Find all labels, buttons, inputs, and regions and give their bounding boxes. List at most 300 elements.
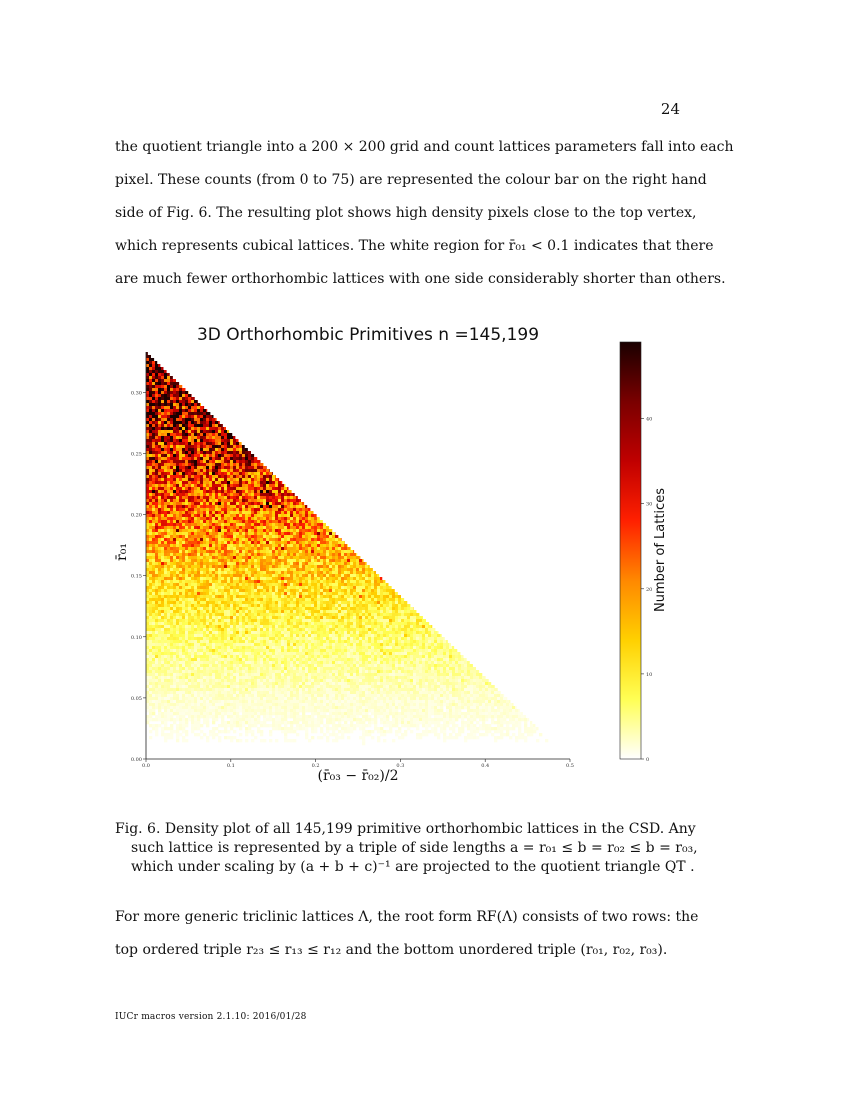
heatmap-cell <box>389 640 392 643</box>
heatmap-cell <box>248 535 251 538</box>
heatmap-cell <box>191 592 194 595</box>
heatmap-cell <box>266 589 269 592</box>
heatmap-cell <box>257 517 260 520</box>
heatmap-cell <box>185 520 188 523</box>
heatmap-cell <box>296 619 299 622</box>
heatmap-cell <box>191 433 194 436</box>
heatmap-cell <box>158 580 161 583</box>
heatmap-cell <box>332 613 335 616</box>
heatmap-cell <box>215 469 218 472</box>
heatmap-cell <box>158 499 161 502</box>
heatmap-cell <box>161 424 164 427</box>
heatmap-cell <box>149 415 152 418</box>
heatmap-cell <box>323 556 326 559</box>
heatmap-cell <box>275 586 278 589</box>
heatmap-cell <box>155 370 158 373</box>
heatmap-cell <box>170 640 173 643</box>
heatmap-cell <box>344 580 347 583</box>
heatmap-cell <box>203 604 206 607</box>
heatmap-cell <box>419 637 422 640</box>
heatmap-cell <box>185 442 188 445</box>
heatmap-cell <box>278 610 281 613</box>
heatmap-cell <box>227 481 230 484</box>
heatmap-cell <box>254 469 257 472</box>
heatmap-cell <box>287 529 290 532</box>
heatmap-cell <box>215 595 218 598</box>
heatmap-cell <box>305 610 308 613</box>
heatmap-cell <box>257 478 260 481</box>
heatmap-cell <box>263 619 266 622</box>
heatmap-cell <box>302 577 305 580</box>
heatmap-cell <box>329 556 332 559</box>
heatmap-cell <box>230 436 233 439</box>
heatmap-cell <box>320 568 323 571</box>
heatmap-cell <box>173 475 176 478</box>
heatmap-cell <box>317 541 320 544</box>
heatmap-cell <box>221 442 224 445</box>
heatmap-cell <box>152 583 155 586</box>
heatmap-cell <box>185 589 188 592</box>
heatmap-cell <box>209 418 212 421</box>
heatmap-cell <box>185 448 188 451</box>
heatmap-cell <box>356 637 359 640</box>
heatmap-cell <box>251 517 254 520</box>
heatmap-cell <box>158 457 161 460</box>
heatmap-cell <box>296 502 299 505</box>
heatmap-cell <box>398 640 401 643</box>
heatmap-cell <box>419 640 422 643</box>
heatmap-cell <box>335 571 338 574</box>
heatmap-cell <box>290 622 293 625</box>
heatmap-cell <box>266 517 269 520</box>
heatmap-cell <box>380 631 383 634</box>
heatmap-cell <box>236 508 239 511</box>
heatmap-cell <box>212 451 215 454</box>
heatmap-cell <box>278 595 281 598</box>
heatmap-cell <box>230 550 233 553</box>
heatmap-cell <box>155 514 158 517</box>
heatmap-cell <box>191 553 194 556</box>
heatmap-cell <box>266 466 267 469</box>
heatmap-cell <box>377 634 380 637</box>
heatmap-cell <box>263 496 266 499</box>
heatmap-cell <box>218 610 221 613</box>
heatmap-cell <box>161 421 164 424</box>
heatmap-cell <box>278 523 281 526</box>
heatmap-cell <box>380 622 383 625</box>
heatmap-cell <box>233 490 236 493</box>
heatmap-cell <box>350 610 353 613</box>
heatmap-cell <box>245 496 248 499</box>
heatmap-cell <box>356 631 359 634</box>
heatmap-cell <box>161 580 164 583</box>
heatmap-cell <box>176 616 179 619</box>
heatmap-cell <box>176 571 179 574</box>
heatmap-cell <box>314 592 317 595</box>
heatmap-cell <box>215 634 218 637</box>
heatmap-cell <box>170 574 173 577</box>
heatmap-cell <box>200 643 203 646</box>
heatmap-cell <box>191 616 194 619</box>
heatmap-cell <box>323 625 326 628</box>
heatmap-cell <box>233 589 236 592</box>
heatmap-cell <box>200 619 203 622</box>
chart-title: 3D Orthorhombic Primitives n =145,199 <box>196 325 540 345</box>
heatmap-cell <box>263 634 266 637</box>
heatmap-cell <box>254 460 257 463</box>
heatmap-cell <box>353 628 356 631</box>
heatmap-cell <box>230 484 233 487</box>
heatmap-cell <box>176 541 179 544</box>
heatmap-cell <box>350 550 353 553</box>
heatmap-cell <box>281 550 284 553</box>
heatmap-cell <box>161 505 164 508</box>
heatmap-cell <box>182 445 185 448</box>
heatmap-cell <box>227 496 230 499</box>
heatmap-cell <box>239 562 242 565</box>
heatmap-cell <box>251 607 254 610</box>
heatmap-cell <box>170 619 173 622</box>
heatmap-cell <box>224 496 227 499</box>
heatmap-cell <box>176 439 179 442</box>
heatmap-cell <box>275 511 278 514</box>
heatmap-cell <box>218 448 221 451</box>
heatmap-cell <box>173 481 176 484</box>
heatmap-cell <box>263 556 266 559</box>
heatmap-cell <box>254 541 257 544</box>
heatmap-cell <box>167 466 170 469</box>
heatmap-cell <box>149 403 152 406</box>
heatmap-cell <box>314 613 317 616</box>
heatmap-cell <box>164 376 167 379</box>
heatmap-cell <box>302 550 305 553</box>
heatmap-cell <box>155 571 158 574</box>
heatmap-cell <box>203 436 206 439</box>
heatmap-cell <box>188 631 191 634</box>
heatmap-cell <box>200 445 203 448</box>
heatmap-cell <box>185 490 188 493</box>
heatmap-cell <box>167 631 170 634</box>
heatmap-cell <box>341 613 344 616</box>
heatmap-cell <box>314 541 317 544</box>
heatmap-cell <box>305 601 308 604</box>
heatmap-cell <box>350 607 353 610</box>
heatmap-cell <box>182 388 185 391</box>
heatmap-cell <box>338 562 341 565</box>
heatmap-cell <box>206 445 209 448</box>
heatmap-cell <box>167 415 170 418</box>
heatmap-cell <box>290 520 293 523</box>
heatmap-cell <box>218 544 221 547</box>
heatmap-cell <box>155 565 158 568</box>
heatmap-cell <box>242 448 245 451</box>
heatmap-cell <box>170 544 173 547</box>
heatmap-cell <box>407 640 410 643</box>
heatmap-cell <box>170 529 173 532</box>
heatmap-cell <box>185 613 188 616</box>
heatmap-cell <box>197 523 200 526</box>
heatmap-cell <box>173 424 176 427</box>
heatmap-cell <box>164 589 167 592</box>
heatmap-cell <box>146 565 149 568</box>
heatmap-cell <box>239 556 242 559</box>
heatmap-cell <box>146 355 149 358</box>
heatmap-cell <box>278 562 281 565</box>
heatmap-cell <box>332 592 335 595</box>
heatmap-cell <box>155 529 158 532</box>
heatmap-cell <box>251 496 254 499</box>
heatmap-cell <box>350 571 353 574</box>
heatmap-cell <box>401 631 404 634</box>
heatmap-cell <box>416 631 419 634</box>
heatmap-cell <box>149 634 152 637</box>
heatmap-cell <box>311 544 314 547</box>
heatmap-cell <box>305 568 308 571</box>
heatmap-cell <box>173 586 176 589</box>
heatmap-cell <box>353 604 356 607</box>
heatmap-cell <box>350 604 353 607</box>
heatmap-cell <box>269 625 272 628</box>
heatmap-cell <box>257 628 260 631</box>
heatmap-cell <box>164 616 167 619</box>
heatmap-cell <box>386 637 389 640</box>
heatmap-cell <box>269 571 272 574</box>
heatmap-cell <box>221 631 224 634</box>
heatmap-cell <box>155 523 158 526</box>
heatmap-cell <box>191 550 194 553</box>
heatmap-cell <box>200 550 203 553</box>
heatmap-cell <box>176 409 179 412</box>
heatmap-cell <box>323 598 326 601</box>
heatmap-cell <box>158 469 161 472</box>
heatmap-cell <box>161 556 164 559</box>
heatmap-cell <box>194 634 197 637</box>
heatmap-cell <box>221 484 224 487</box>
heatmap-cell <box>188 622 191 625</box>
heatmap-cell <box>278 592 281 595</box>
heatmap-cell <box>290 538 293 541</box>
heatmap-cell <box>368 592 371 595</box>
heatmap-cell <box>215 490 218 493</box>
heatmap-cell <box>188 547 191 550</box>
heatmap-cell <box>158 376 161 379</box>
heatmap-cell <box>398 604 401 607</box>
heatmap-cell <box>302 526 305 529</box>
heatmap-cell <box>362 607 365 610</box>
heatmap-cell <box>179 565 182 568</box>
heatmap-cell <box>242 496 245 499</box>
heatmap-cell <box>293 562 296 565</box>
heatmap-cell <box>344 562 347 565</box>
heatmap-cell <box>269 595 272 598</box>
heatmap-cell <box>200 622 203 625</box>
heatmap-cell <box>215 436 218 439</box>
heatmap-cell <box>209 607 212 610</box>
heatmap-cell <box>245 610 248 613</box>
heatmap-cell <box>230 475 233 478</box>
heatmap-cell <box>245 577 248 580</box>
heatmap-cell <box>332 550 335 553</box>
heatmap-cell <box>203 556 206 559</box>
heatmap-cell <box>212 586 215 589</box>
heatmap-cell <box>155 628 158 631</box>
heatmap-cell <box>311 601 314 604</box>
heatmap-cell <box>350 598 353 601</box>
heatmap-cell <box>251 505 254 508</box>
heatmap-cell <box>167 520 170 523</box>
heatmap-cell <box>161 613 164 616</box>
heatmap-cell <box>356 589 359 592</box>
heatmap-cell <box>170 601 173 604</box>
heatmap-cell <box>176 391 179 394</box>
heatmap-cell <box>377 592 380 595</box>
heatmap-cell <box>188 430 191 433</box>
heatmap-cell <box>200 532 203 535</box>
heatmap-cell <box>239 565 242 568</box>
heatmap-cell <box>149 436 152 439</box>
heatmap-cell <box>197 643 200 646</box>
heatmap-cell <box>191 502 194 505</box>
heatmap-cell <box>326 580 329 583</box>
heatmap-cell <box>161 412 164 415</box>
heatmap-cell <box>257 535 260 538</box>
heatmap-cell <box>332 559 335 562</box>
heatmap-cell <box>377 607 380 610</box>
heatmap-cell <box>428 622 429 625</box>
heatmap-cell <box>155 394 158 397</box>
heatmap-cell <box>179 529 182 532</box>
heatmap-cell <box>203 415 206 418</box>
heatmap-cell <box>251 619 254 622</box>
heatmap-cell <box>161 403 164 406</box>
heatmap-cell <box>293 556 296 559</box>
heatmap-cell <box>224 556 227 559</box>
heatmap-cell <box>284 514 287 517</box>
heatmap-cell <box>233 619 236 622</box>
heatmap-cell <box>221 616 224 619</box>
heatmap-cell <box>230 574 233 577</box>
heatmap-cell <box>332 577 335 580</box>
heatmap-cell <box>290 562 293 565</box>
heatmap-cell <box>218 538 221 541</box>
heatmap-cell <box>230 628 233 631</box>
heatmap-cell <box>266 499 269 502</box>
heatmap-cell <box>272 478 275 481</box>
heatmap-cell <box>263 610 266 613</box>
heatmap-cell <box>185 457 188 460</box>
heatmap-cell <box>317 604 320 607</box>
heatmap-cell <box>296 592 299 595</box>
heatmap-cell <box>248 595 251 598</box>
heatmap-cell <box>215 577 218 580</box>
heatmap-cell <box>302 514 305 517</box>
heatmap-cell <box>296 529 299 532</box>
heatmap-cell <box>218 463 221 466</box>
heatmap-cell <box>182 436 185 439</box>
heatmap-cell <box>290 637 293 640</box>
heatmap-cell <box>161 373 164 376</box>
heatmap-cell <box>194 451 197 454</box>
heatmap-cell <box>347 568 350 571</box>
heatmap-cell <box>227 556 230 559</box>
heatmap-cell <box>197 520 200 523</box>
heatmap-cell <box>293 637 296 640</box>
heatmap-cell <box>155 517 158 520</box>
heatmap-cell <box>164 478 167 481</box>
heatmap-cell <box>200 577 203 580</box>
heatmap-cell <box>227 436 230 439</box>
heatmap-cell <box>176 508 179 511</box>
heatmap-cell <box>155 502 158 505</box>
heatmap-cell <box>167 496 170 499</box>
heatmap-cell <box>170 490 173 493</box>
heatmap-cell <box>221 475 224 478</box>
heatmap-cell <box>347 631 350 634</box>
heatmap-cell <box>197 607 200 610</box>
heatmap-cell <box>224 472 227 475</box>
heatmap-cell <box>146 427 149 430</box>
heatmap-cell <box>215 520 218 523</box>
heatmap-cell <box>275 538 278 541</box>
heatmap-cell <box>212 637 215 640</box>
heatmap-cell <box>386 592 389 595</box>
heatmap-cell <box>248 574 251 577</box>
heatmap-cell <box>239 604 242 607</box>
heatmap-cell <box>227 568 230 571</box>
heatmap-cell <box>284 508 287 511</box>
heatmap-cell <box>353 634 356 637</box>
heatmap-cell <box>182 559 185 562</box>
heatmap-cell <box>221 580 224 583</box>
heatmap-cell <box>155 532 158 535</box>
heatmap-cell <box>212 526 215 529</box>
heatmap-cell <box>374 604 377 607</box>
heatmap-cell <box>200 448 203 451</box>
heatmap-cell <box>254 517 257 520</box>
heatmap-cell <box>149 628 152 631</box>
heatmap-cell <box>167 460 170 463</box>
heatmap-cell <box>185 502 188 505</box>
heatmap-cell <box>308 580 311 583</box>
heatmap-cell <box>407 637 410 640</box>
heatmap-cell <box>266 520 269 523</box>
heatmap-cell <box>188 472 191 475</box>
heatmap-cell <box>236 490 239 493</box>
heatmap-cell <box>386 589 389 592</box>
heatmap-cell <box>371 595 374 598</box>
heatmap-cell <box>173 499 176 502</box>
heatmap-cell <box>392 628 395 631</box>
heatmap-cell <box>209 496 212 499</box>
heatmap-cell <box>308 574 311 577</box>
heatmap-cell <box>152 400 155 403</box>
heatmap-cell <box>209 436 212 439</box>
heatmap-cell <box>176 385 179 388</box>
heatmap-cell <box>293 520 296 523</box>
heatmap-cell <box>197 463 200 466</box>
heatmap-cell <box>236 553 239 556</box>
heatmap-cell <box>179 541 182 544</box>
heatmap-cell <box>266 601 269 604</box>
heatmap-cell <box>296 634 299 637</box>
heatmap-cell <box>287 598 290 601</box>
heatmap-cell <box>155 397 158 400</box>
heatmap-cell <box>197 472 200 475</box>
heatmap-cell <box>155 484 158 487</box>
heatmap-cell <box>212 598 215 601</box>
heatmap-cell <box>344 595 347 598</box>
heatmap-cell <box>329 541 332 544</box>
